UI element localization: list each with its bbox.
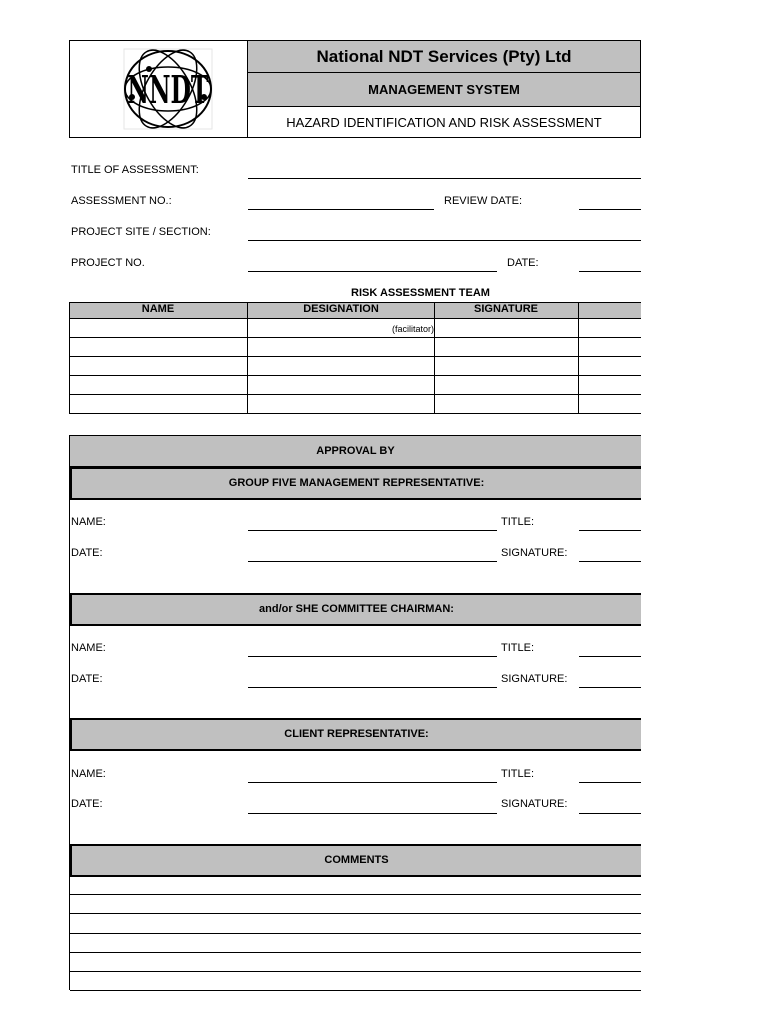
section2-name-field[interactable]	[248, 656, 497, 657]
comment-line-2[interactable]	[70, 913, 641, 914]
comment-line-5[interactable]	[70, 971, 641, 972]
section2-title-label: TITLE:	[501, 642, 535, 654]
comment-line-4[interactable]	[70, 952, 641, 953]
section3-name-field[interactable]	[248, 782, 497, 783]
approval-title-band	[70, 436, 641, 467]
section1-date-field[interactable]	[248, 561, 497, 562]
facilitator-note: (facilitator)	[391, 324, 434, 334]
svg-text:NNDT: NNDT	[127, 68, 209, 113]
approval-title: APPROVAL BY	[316, 444, 395, 457]
team-row-5-name[interactable]	[70, 395, 247, 413]
team-col-name: NAME	[141, 303, 175, 315]
section2-signature-field[interactable]	[579, 687, 641, 688]
section1-signature-label: SIGNATURE:	[501, 547, 568, 559]
company-name-row	[248, 41, 640, 73]
section3-title-field[interactable]	[579, 782, 641, 783]
team-col-designation: DESIGNATION	[303, 303, 379, 315]
form-title-row	[248, 107, 640, 137]
team-row-1-name[interactable]	[70, 319, 247, 337]
team-row-4-name[interactable]	[70, 376, 247, 394]
comment-line-3[interactable]	[70, 933, 641, 934]
project-site-label: PROJECT SITE / SECTION:	[71, 226, 211, 238]
date-label: DATE:	[507, 257, 539, 269]
system-row	[248, 73, 640, 107]
project-no-field[interactable]	[248, 271, 497, 272]
company-logo	[70, 41, 248, 137]
section1-date-label: DATE:	[71, 547, 103, 559]
section3-signature-field[interactable]	[579, 813, 641, 814]
form-title: HAZARD IDENTIFICATION AND RISK ASSESSMENT	[286, 114, 602, 130]
team-row-2-name[interactable]	[70, 338, 247, 356]
group-five-heading: GROUP FIVE MANAGEMENT REPRESENTATIVE:	[228, 477, 485, 489]
section3-date-field[interactable]	[248, 813, 497, 814]
date-field[interactable]	[579, 271, 641, 272]
team-title: RISK ASSESSMENT TEAM	[351, 287, 490, 299]
section1-name-field[interactable]	[248, 530, 497, 531]
team-col-signature: SIGNATURE	[474, 303, 538, 315]
project-site-field[interactable]	[248, 240, 641, 241]
section2-title-field[interactable]	[579, 656, 641, 657]
approval-block	[69, 435, 641, 990]
section2-signature-label: SIGNATURE:	[501, 673, 568, 685]
comment-line-6[interactable]	[70, 990, 641, 991]
section2-date-field[interactable]	[248, 687, 497, 688]
section3-name-label: NAME:	[71, 768, 106, 780]
she-committee-heading-band	[70, 593, 641, 626]
section3-signature-label: SIGNATURE:	[501, 798, 568, 810]
team-table	[69, 302, 641, 414]
she-committee-heading: and/or SHE COMMITTEE CHAIRMAN:	[259, 603, 454, 615]
section1-signature-field[interactable]	[579, 561, 641, 562]
system-name: MANAGEMENT SYSTEM	[368, 82, 520, 97]
project-no-label: PROJECT NO.	[71, 257, 145, 269]
form-header	[69, 40, 641, 138]
team-row-3-name[interactable]	[70, 357, 247, 375]
comment-line-1[interactable]	[70, 894, 641, 895]
assessment-no-field[interactable]	[248, 209, 434, 210]
company-name: National NDT Services (Pty) Ltd	[316, 46, 572, 66]
group-five-heading-band	[70, 467, 641, 500]
review-date-field[interactable]	[579, 209, 641, 210]
section1-name-label: NAME:	[71, 516, 106, 528]
section3-date-label: DATE:	[71, 798, 103, 810]
section1-title-field[interactable]	[579, 530, 641, 531]
title-of-assessment-field[interactable]	[248, 178, 641, 179]
title-of-assessment-label: TITLE OF ASSESSMENT:	[71, 164, 199, 176]
assessment-no-label: ASSESSMENT NO.:	[71, 195, 172, 207]
section2-date-label: DATE:	[71, 673, 103, 685]
logo-cell	[70, 41, 248, 137]
review-date-label: REVIEW DATE:	[444, 195, 523, 207]
section2-name-label: NAME:	[71, 642, 106, 654]
client-rep-heading-band	[70, 718, 641, 751]
section1-title-label: TITLE:	[501, 516, 535, 528]
comments-heading: COMMENTS	[324, 854, 389, 866]
client-rep-heading: CLIENT REPRESENTATIVE:	[284, 728, 429, 740]
comments-heading-band	[70, 844, 641, 877]
section3-title-label: TITLE:	[501, 768, 535, 780]
